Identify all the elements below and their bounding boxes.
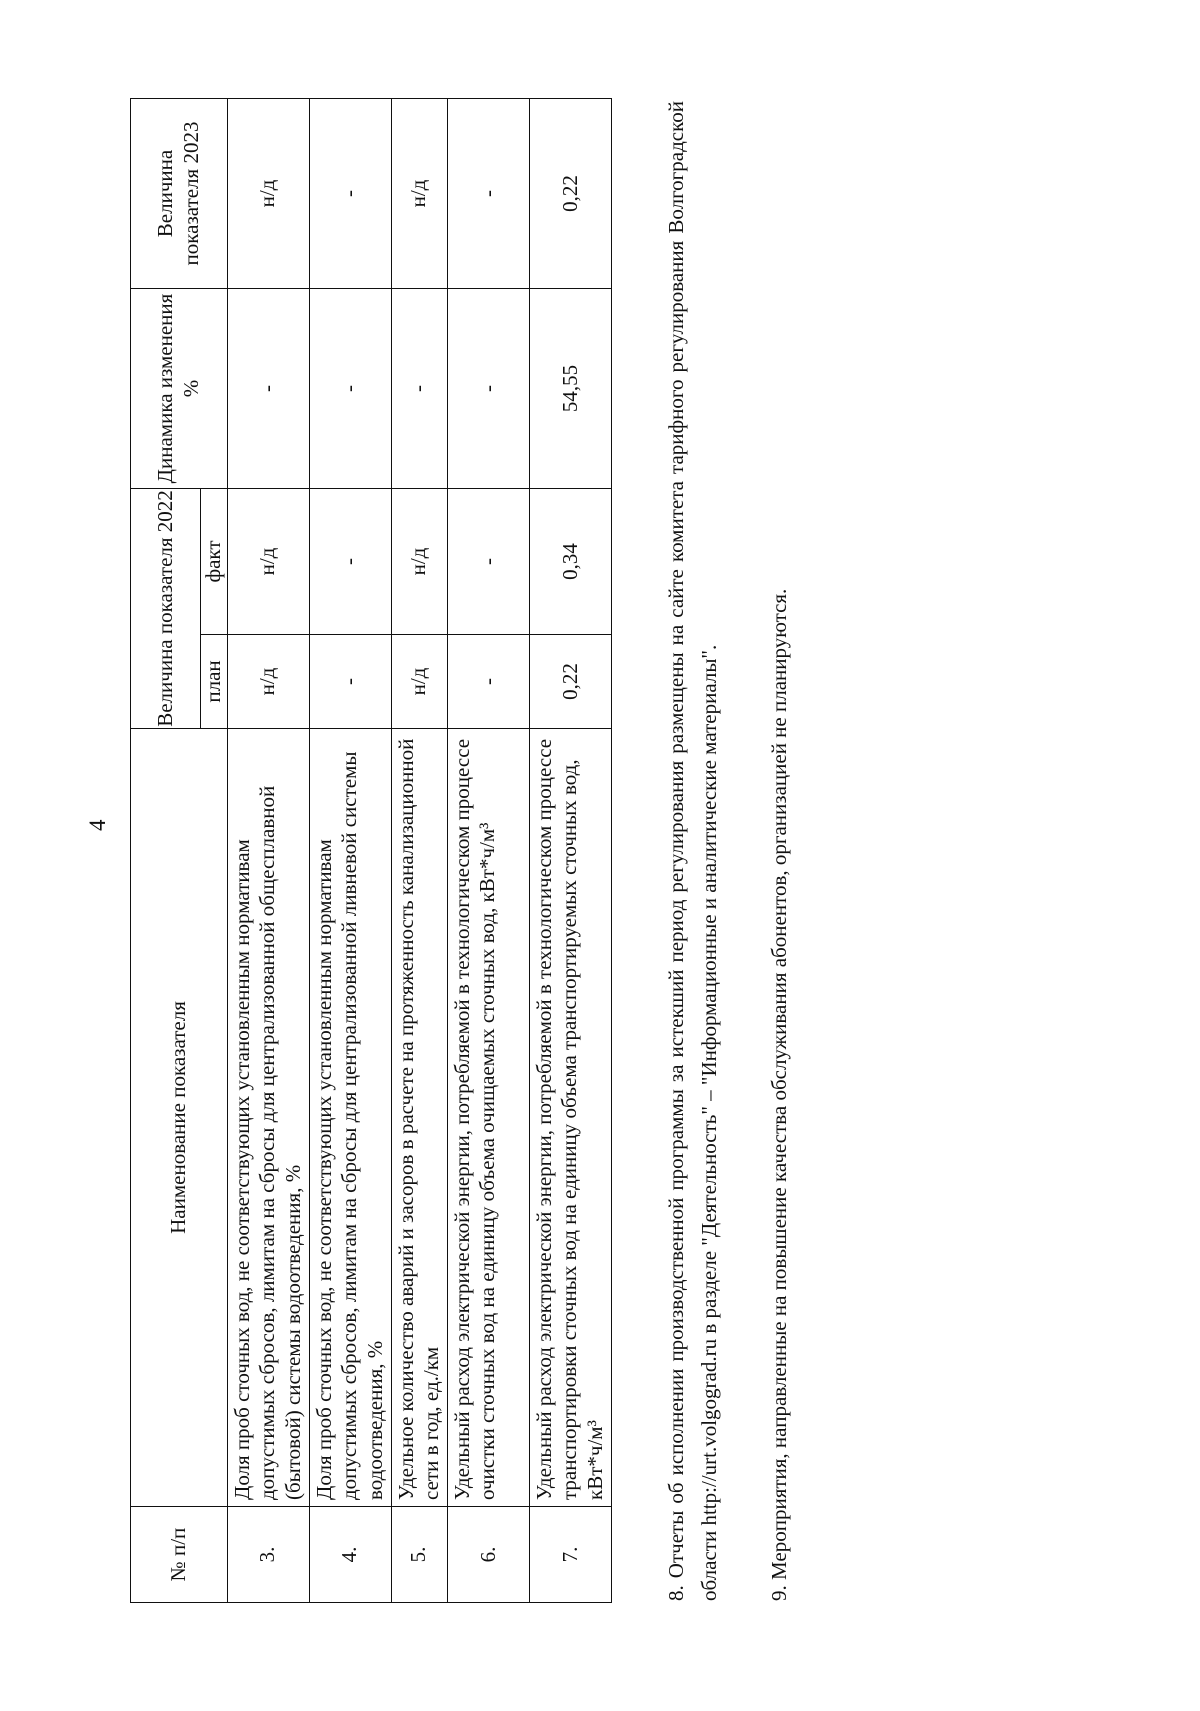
note-8: 8. Отчеты об исполнении производственной программы за истекший период регулирования размещены на сайте комитета тарифного регулирования Волгоградской области http://urt.volgograd.ru в разделе "Деятельность" – "Информационные и аналитические материалы". — [664, 101, 721, 1601]
row-fact: н/д — [227, 489, 309, 635]
row-value-2023: 0,22 — [529, 99, 611, 289]
row-dynamics: - — [309, 289, 391, 489]
row-plan: - — [309, 635, 391, 729]
header-name: Наименование показателя — [131, 729, 228, 1507]
row-plan: 0,22 — [529, 635, 611, 729]
row-dynamics: - — [447, 289, 529, 489]
header-dynamics: Динамика изменения % — [131, 289, 228, 489]
row-fact: - — [309, 489, 391, 635]
row-num: 3. — [227, 1507, 309, 1603]
row-name: Удельный расход электрической энергии, потребляемой в технологическом процессе транспортировки сточных вод на единицу объема транспортируемых сточных вод, кВт*ч/м³ — [529, 729, 611, 1507]
row-num: 6. — [447, 1507, 529, 1603]
row-value-2023: н/д — [227, 99, 309, 289]
notes — [660, 101, 796, 1601]
row-dynamics: - — [227, 289, 309, 489]
row-plan: н/д — [391, 635, 447, 729]
row-dynamics: 54,55 — [529, 289, 611, 489]
header-value-2023: Величина показателя 2023 — [131, 99, 228, 289]
header-num: № п/п — [131, 1507, 228, 1603]
header-plan: план — [201, 635, 228, 729]
table-row — [227, 99, 309, 1603]
row-plan: н/д — [227, 635, 309, 729]
table-row — [529, 99, 611, 1603]
row-num: 5. — [391, 1507, 447, 1603]
row-fact: 0,34 — [529, 489, 611, 635]
header-fact: факт — [201, 489, 228, 635]
row-num: 7. — [529, 1507, 611, 1603]
indicators-table — [130, 98, 612, 1603]
row-value-2023: - — [309, 99, 391, 289]
table-row — [309, 99, 391, 1603]
row-value-2023: - — [447, 99, 529, 289]
row-name: Доля проб сточных вод, не соответствующих установленным нормативам допустимых сбросов, лимитам на сбросы для централизованной ливневой системы водоотведения, % — [309, 729, 391, 1507]
row-value-2023: н/д — [391, 99, 447, 289]
note-9: 9. Мероприятия, направленные на повышение качества обслуживания абонентов, организацией не планируются. — [767, 588, 792, 1601]
row-name: Удельный расход электрической энергии, потребляемой в технологическом процессе очистки сточных вод на единицу объема очищаемых сточных вод, кВт*ч/м³ — [447, 729, 529, 1507]
table-row — [447, 99, 529, 1603]
row-dynamics: - — [391, 289, 447, 489]
row-plan: - — [447, 635, 529, 729]
page-number: 4 — [85, 819, 110, 831]
row-num: 4. — [309, 1507, 391, 1603]
row-name: Удельное количество аварий и засоров в расчете на протяженность канализационной сети в год, ед./км — [391, 729, 447, 1507]
table-row — [391, 99, 447, 1603]
row-name: Доля проб сточных вод, не соответствующих установленным нормативам допустимых сбросов, лимитам на сбросы для централизованной общесплавной (бытовой) системы водоотведения, % — [227, 729, 309, 1507]
row-fact: н/д — [391, 489, 447, 635]
row-fact: - — [447, 489, 529, 635]
header-value-2022: Величина показателя 2022 — [131, 489, 201, 729]
